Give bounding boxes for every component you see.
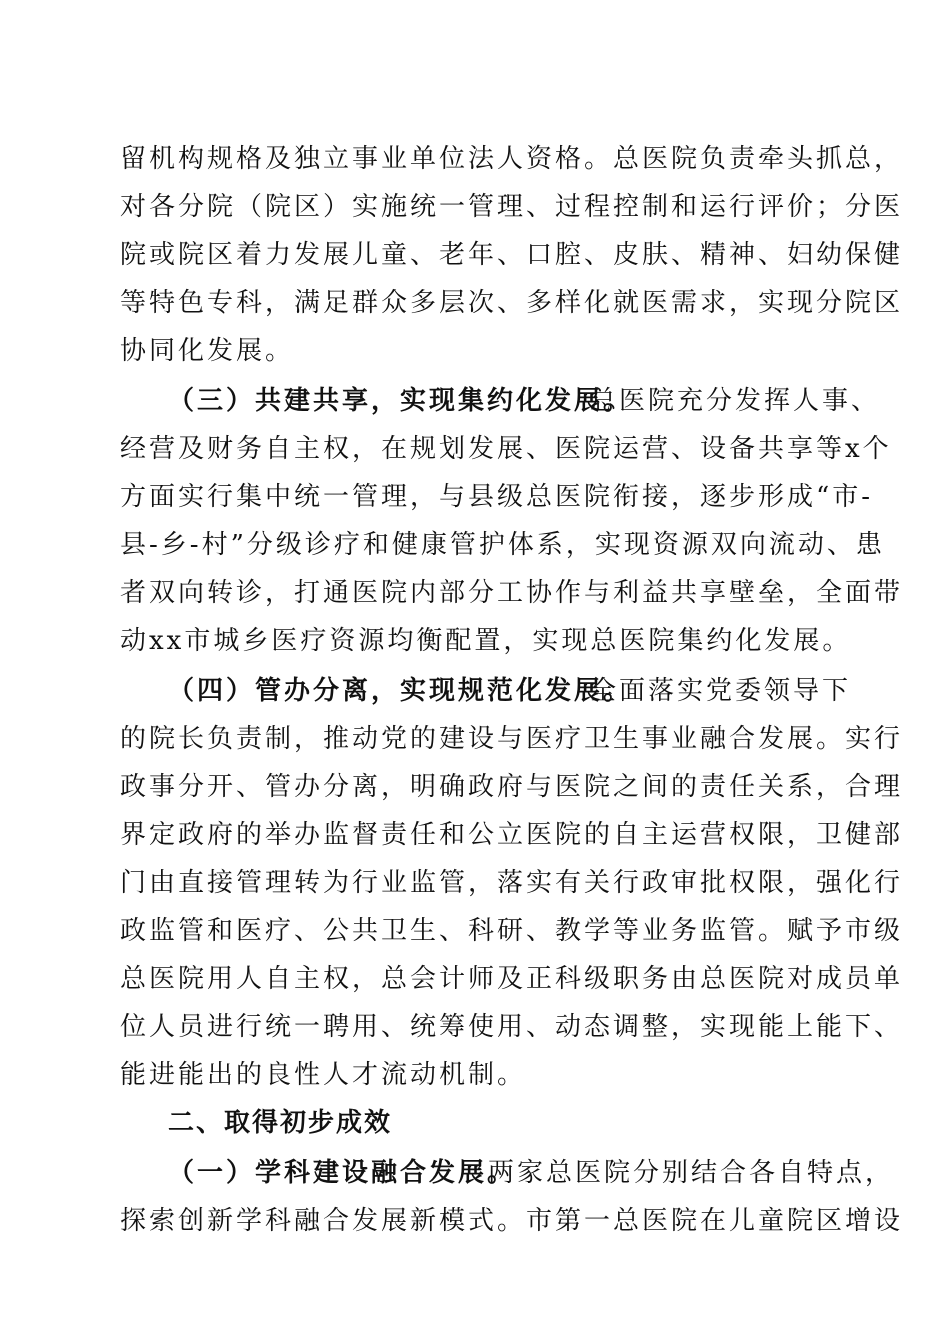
text-line xyxy=(0,1004,950,1050)
section-heading-line xyxy=(0,668,950,714)
text-line xyxy=(0,328,950,374)
chapter-heading: 二、取得初步成效 xyxy=(168,1108,393,1138)
line-text: 留机构规格及独立事业单位法人资格。总医院负责牵头抓总， xyxy=(120,144,904,174)
line-text: 等特色专科，满足群众多层次、多样化就医需求，实现分院区 xyxy=(120,288,904,318)
line-text: 总医院用人自主权，总会计师及正科级职务由总医院对成员单 xyxy=(120,964,904,994)
line-text: 方面实行集中统一管理，与县级总医院衔接，逐步形成“市- xyxy=(120,482,874,512)
line-text: 全面落实党委领导下 xyxy=(590,676,852,706)
text-line xyxy=(0,280,950,326)
line-text: 对各分院（院区）实施统一管理、过程控制和运行评价；分医 xyxy=(120,192,904,222)
line-text: 能进能出的良性人才流动机制。 xyxy=(120,1060,527,1090)
text-line xyxy=(0,908,950,954)
text-line xyxy=(0,1052,950,1098)
text-line xyxy=(0,570,950,616)
line-text: 界定政府的举办监督责任和公立医院的自主运营权限，卫健部 xyxy=(120,820,904,850)
text-line xyxy=(0,522,950,568)
text-line xyxy=(0,812,950,858)
line-text: 位人员进行统一聘用、统筹使用、动态调整，实现能上能下、 xyxy=(120,1012,904,1042)
line-text: 政监管和医疗、公共卫生、科研、教学等业务监管。赋予市级 xyxy=(120,916,904,946)
section-title: （四）管办分离，实现规范化发展。 xyxy=(168,676,633,706)
section-heading-line xyxy=(0,1150,950,1196)
line-text: 动xx市城乡医疗资源均衡配置，实现总医院集约化发展。 xyxy=(120,626,852,656)
text-line xyxy=(0,136,950,182)
text-line xyxy=(0,474,950,520)
section-title: （三）共建共享，实现集约化发展。 xyxy=(168,386,633,416)
text-line xyxy=(0,184,950,230)
text-line xyxy=(0,956,950,1002)
section-heading-line xyxy=(0,378,950,424)
line-text: 的院长负责制，推动党的建设与医疗卫生事业融合发展。实行 xyxy=(120,724,904,754)
section-title: （一）学科建设融合发展。 xyxy=(168,1158,517,1188)
line-text: 经营及财务自主权，在规划发展、医院运营、设备共享等x个 xyxy=(120,434,892,464)
text-line xyxy=(0,1198,950,1244)
text-line xyxy=(0,426,950,472)
line-text: 县-乡-村”分级诊疗和健康管护体系，实现资源双向流动、患 xyxy=(120,530,885,560)
line-text: 总医院充分发挥人事、 xyxy=(590,386,881,416)
chapter-heading-line xyxy=(0,1100,950,1146)
line-text: 门由直接管理转为行业监管，落实有关行政审批权限，强化行 xyxy=(120,868,904,898)
line-text: 院或院区着力发展儿童、老年、口腔、皮肤、精神、妇幼保健 xyxy=(120,240,904,270)
text-line xyxy=(0,764,950,810)
text-line xyxy=(0,232,950,278)
line-text: 政事分开、管办分离，明确政府与医院之间的责任关系，合理 xyxy=(120,772,904,802)
text-line xyxy=(0,618,950,664)
line-text: 者双向转诊，打通医院内部分工协作与利益共享壁垒，全面带 xyxy=(120,578,904,608)
line-text: 协同化发展。 xyxy=(120,336,295,366)
line-text: 探索创新学科融合发展新模式。市第一总医院在儿童院区增设 xyxy=(120,1206,904,1236)
line-text: 两家总医院分别结合各自特点， xyxy=(488,1158,895,1188)
text-line xyxy=(0,860,950,906)
text-line xyxy=(0,716,950,762)
